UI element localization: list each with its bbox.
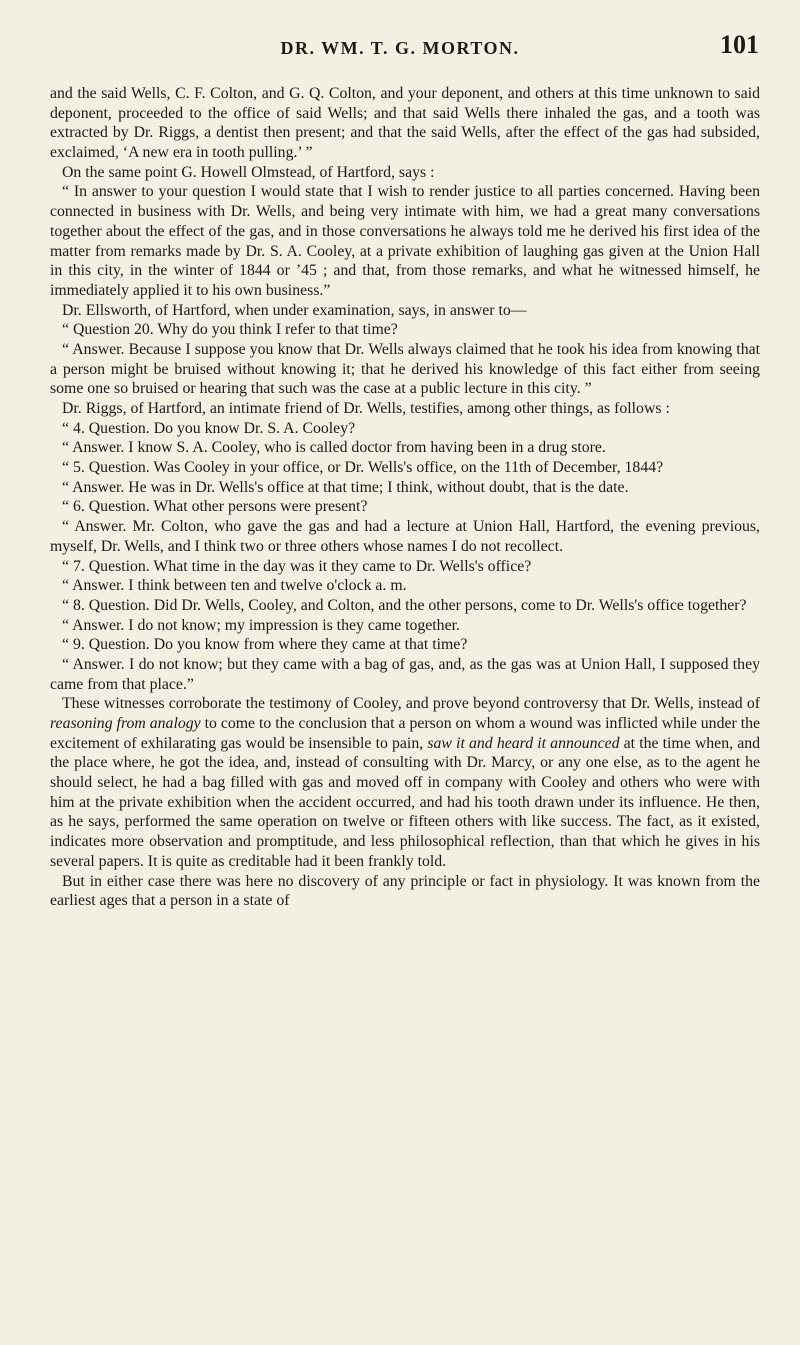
paragraph: “ In answer to your question I would state that I wish to render justice to all parties concerned. Having been connected in business with Dr. Wells, and being very intimate with him, we had a great many conversations together about the effect of the gas, and in those conversations he always told me he derived his first idea of the matter from remarks made by Dr. S. A. Cooley, at a private exhibition of laughing gas given at the Union Hall in this city, in the winter of 1844 or ’45 ; and that, from those remarks, and what he witnessed himself, he immediately applied it to his own business.” [50, 183, 760, 299]
paragraph: “ 9. Question. Do you know from where they came at that time? [62, 636, 468, 654]
italic-phrase: reasoning from analogy [50, 715, 201, 732]
italic-phrase: saw it and heard it announced [427, 734, 620, 752]
paragraph: “ 5. Question. Was Cooley in your office, or Dr. Wells's office, on the 11th of December, 1844? [62, 459, 664, 477]
page-number: 101 [720, 30, 759, 59]
paragraph: and the said Wells, C. F. Colton, and G. Q. Colton, and your deponent, and others at this time unknown to said deponent, proceeded to the office of said Wells; and that said Wells there inhaled the gas, and a tooth was extracted by Dr. Riggs, a dentist then present; and that the said Wells, after the effect of the gas had subsided, exclaimed, ‘A new era in tooth pulling.’ ” [50, 85, 760, 162]
body-text [50, 84, 760, 911]
paragraph: Dr. Ellsworth, of Hartford, when under examination, says, in answer to— [62, 301, 527, 319]
paragraph: “ Answer. Mr. Colton, who gave the gas and had a lecture at Union Hall, Hartford, the evening previous, myself, Dr. Wells, and I think two or three others whose names I do not recollect. [50, 518, 760, 555]
running-head: DR. WM. T. G. MORTON. [280, 38, 520, 58]
paragraph: “ Answer. I do not know; but they came with a bag of gas, and, as the gas was at Union Hall, I supposed they came from that place.” [50, 655, 760, 693]
page-header [0, 30, 800, 70]
paragraph: On the same point G. Howell Olmstead, of Hartford, says : [62, 163, 435, 181]
paragraph: These witnesses corroborate the testimony of Cooley, and prove beyond controversy that Dr. Wells, instead of reasoning from analogy to come to the conclusion that a person on whom a wound was inflicted while under the excitement of exhilarating gas would be insensible to pain, saw it and heard it announced at the time when, and the place where, he got the idea, and, instead of consulting with Dr. Marcy, or any one else, as to the agent he should select, he had a bag filled with gas and moved off in company with Cooley and others who were with him at the private exhibition when the accident occurred, and had his tooth drawn under its influence. He then, as he says, performed the same operation on twelve or fifteen others with like success. The fact, as it existed, indicates more observation and promptitude, and less philosophical reflection, than that which he gives in his several papers. It is quite as creditable had it been frankly told. [50, 695, 760, 870]
paragraph: “ 6. Question. What other persons were present? [62, 498, 368, 516]
paragraph: “ 7. Question. What time in the day was it they came to Dr. Wells's office? [62, 557, 532, 575]
paragraph: “ Answer. Because I suppose you know that Dr. Wells always claimed that he took his idea from knowing that a person might be bruised without knowing it; that he derived his knowledge of this fact either from seeing some one so bruised or hearing that such was the case at a public lecture in this city. ” [50, 340, 760, 398]
paragraph: Dr. Riggs, of Hartford, an intimate friend of Dr. Wells, testifies, among other things, as follows : [62, 400, 670, 417]
paragraph: “ Answer. I think between ten and twelve o'clock a. m. [62, 577, 407, 595]
paragraph: “ 8. Question. Did Dr. Wells, Cooley, and Colton, and the other persons, come to Dr. Wells's office together? [62, 596, 747, 614]
paragraph: “ 4. Question. Do you know Dr. S. A. Cooley? [62, 419, 356, 437]
paragraph: “ Question 20. Why do you think I refer to that time? [62, 321, 398, 339]
paragraph: “ Answer. I do not know; my impression is they came together. [62, 616, 460, 634]
paragraph: “ Answer. I know S. A. Cooley, who is called doctor from having been in a drug store. [62, 439, 606, 457]
paragraph: But in either case there was here no discovery of any principle or fact in physiology. It was known from the earliest ages that a person in a state of [50, 872, 760, 910]
paragraph: “ Answer. He was in Dr. Wells's office at that time; I think, without doubt, that is the date. [62, 478, 629, 496]
